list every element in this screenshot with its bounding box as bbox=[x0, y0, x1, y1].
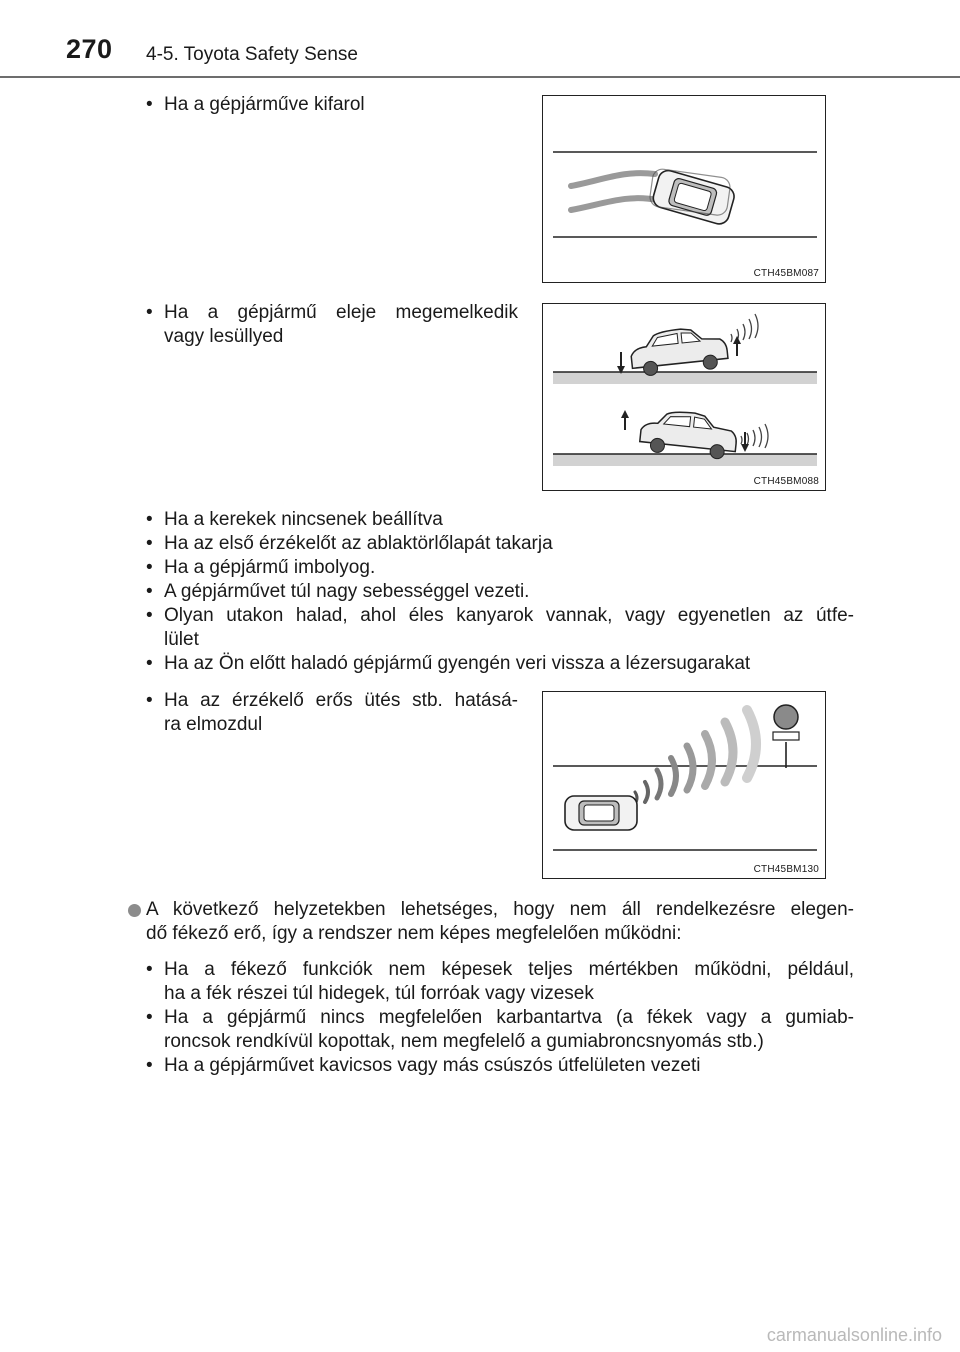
bullet-front-rises-or-sinks bbox=[146, 301, 518, 349]
bullet-text-line: Ha az érzékelő erős ütés stb. hatásá- bbox=[164, 690, 518, 711]
bullet-text-line: ra elmozdul bbox=[164, 714, 263, 735]
bullet-dot: • bbox=[146, 581, 153, 602]
bullet-text: A gépjárművet túl nagy sebességgel vezeti. bbox=[164, 581, 530, 602]
bullet-text-line: roncsok rendkívül kopottak, nem megfelelő a gumiabroncsnyomás stb.) bbox=[164, 1031, 764, 1052]
bullet-text: Ha az első érzékelőt az ablaktörlőlapát takarja bbox=[164, 533, 553, 554]
bullet-text-line: vagy lesüllyed bbox=[164, 326, 284, 347]
bullet-dot: • bbox=[146, 1055, 153, 1076]
bullet-dot: • bbox=[146, 557, 153, 578]
figure-code: CTH45BM088 bbox=[753, 476, 819, 487]
bullet-dot: • bbox=[146, 533, 153, 554]
main-point-line: dő fékező erő, így a rendszer nem képes megfelelően működni: bbox=[146, 923, 682, 944]
bullet-sharp-curves bbox=[146, 604, 854, 652]
bullet-text bbox=[146, 689, 518, 737]
bullet-text: Ha a gépjárműve kifarol bbox=[164, 94, 365, 115]
bullet-text: Ha a gépjárművet kavicsos vagy más csúszós útfelületen vezeti bbox=[164, 1055, 701, 1076]
bullet-slippery-surface bbox=[146, 1054, 854, 1078]
bullet-dot: • bbox=[146, 302, 153, 323]
main-point-insufficient-braking bbox=[128, 898, 854, 946]
main-bullet-circle bbox=[128, 904, 141, 917]
bullet-text-line: lület bbox=[164, 629, 199, 650]
main-point-line: A következő helyzetekben lehetséges, hogy nem áll rendelkezésre elegen- bbox=[146, 899, 854, 920]
bullet-text: Ha a gépjármű imbolyog. bbox=[164, 557, 376, 578]
car-pitching-icon bbox=[543, 304, 827, 492]
bullet-sensor-displaced bbox=[146, 689, 518, 737]
bullet-text: Ha az Ön előtt haladó gépjármű gyengén veri vissza a lézersugarakat bbox=[164, 653, 751, 674]
bullet-text bbox=[146, 604, 854, 652]
bullet-wheels-misaligned bbox=[146, 508, 854, 532]
bullet-text-line: Ha a gépjármű eleje megemelkedik bbox=[164, 302, 518, 323]
bullet-dot: • bbox=[146, 1007, 153, 1028]
main-point-text bbox=[128, 898, 854, 946]
bullet-vehicle-skids bbox=[146, 93, 506, 117]
figure-code: CTH45BM130 bbox=[753, 864, 819, 875]
bullet-text: Ha a kerekek nincsenek beállítva bbox=[164, 509, 443, 530]
page-number: 270 bbox=[66, 34, 113, 64]
bullet-brakes-not-fully-functional bbox=[146, 958, 854, 1006]
sensor-misaligned-icon bbox=[543, 692, 827, 880]
bullet-wiper-covers-sensor bbox=[146, 532, 854, 556]
bullet-text-line: Ha a gépjármű nincs megfelelően karbantartva (a fékek vagy a gumiab- bbox=[164, 1007, 854, 1028]
bullet-dot: • bbox=[146, 94, 153, 115]
watermark: carmanualsonline.info bbox=[766, 1325, 942, 1345]
bullet-text-line: ha a fék részei túl hidegek, túl forróak vagy vizesek bbox=[164, 983, 594, 1004]
bullet-dot: • bbox=[146, 959, 153, 980]
figure-sensor-misaligned bbox=[542, 691, 826, 879]
bullet-text bbox=[146, 301, 518, 349]
section-title: 4-5. Toyota Safety Sense bbox=[146, 44, 358, 65]
figure-car-pitching bbox=[542, 303, 826, 491]
bullet-text bbox=[146, 958, 854, 1006]
figure-car-skidding bbox=[542, 95, 826, 283]
header-rule bbox=[0, 76, 960, 78]
bullet-dot: • bbox=[146, 509, 153, 530]
figure-code: CTH45BM087 bbox=[753, 268, 819, 279]
bullet-text-line: Ha a fékező funkciók nem képesek teljes mértékben működni, például, bbox=[164, 959, 854, 980]
bullet-excessive-speed bbox=[146, 580, 854, 604]
bullet-dot: • bbox=[146, 653, 153, 674]
bullet-weak-laser-reflection bbox=[146, 652, 854, 676]
bullet-vehicle-not-maintained bbox=[146, 1006, 854, 1054]
bullet-text-line: Olyan utakon halad, ahol éles kanyarok vannak, vagy egyenetlen az útfe- bbox=[164, 605, 854, 626]
bullet-text bbox=[146, 1006, 854, 1054]
car-skidding-icon bbox=[543, 96, 827, 284]
bullet-dot: • bbox=[146, 690, 153, 711]
bullet-dot: • bbox=[146, 605, 153, 626]
bullet-vehicle-sways bbox=[146, 556, 854, 580]
